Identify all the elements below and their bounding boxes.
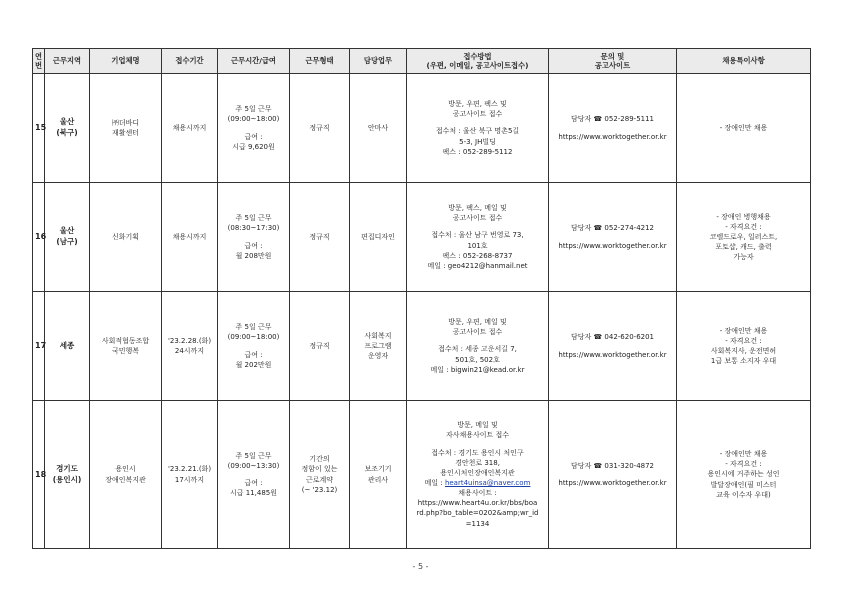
method-line: 공고사이트 접수 <box>452 110 503 119</box>
header-method-title: 접수방법 <box>463 51 492 61</box>
type-cell <box>290 401 350 549</box>
region-line: 울산 <box>59 117 75 127</box>
method-cell <box>407 183 549 292</box>
method-line: 자사채용사이트 접수 <box>445 431 510 440</box>
company-cell <box>90 401 162 549</box>
salary-label: 급여 : <box>244 241 263 250</box>
duty-line: 관리사 <box>367 475 389 484</box>
job-listing-table <box>32 48 811 549</box>
table-row <box>33 401 811 549</box>
duty-line: 운영자 <box>367 352 389 361</box>
hours-line: (09:00~13:30) <box>227 461 280 470</box>
method-line: 방문, 메일 및 <box>457 421 498 430</box>
hours-cell <box>218 183 290 292</box>
duty-cell <box>350 292 407 401</box>
contact-url: https://www.worktogether.or.kr <box>558 350 667 359</box>
type-cell <box>290 74 350 183</box>
method-line: 방문, 우편, 팩스 및 <box>448 100 507 109</box>
salary-label: 급여 : <box>244 132 263 141</box>
hours-line: (09:00~18:00) <box>227 333 280 342</box>
region-cell <box>45 401 90 549</box>
method-line: 채용사이트 : <box>458 489 497 498</box>
header-notes: 채용특이사항 <box>677 49 811 74</box>
notes-line: - 자격요건 : <box>725 460 762 469</box>
type-line: 기간의 <box>309 455 330 464</box>
duty-line: 편집디자인 <box>361 232 395 241</box>
notes-line: - 장애인만 채용 <box>719 326 768 335</box>
hours-line: 주 5일 근무 <box>235 105 272 114</box>
period-cell <box>162 183 218 292</box>
header-hours: 근무시간/급여 <box>218 49 290 74</box>
contact-cell <box>549 74 677 183</box>
hours-cell <box>218 74 290 183</box>
notes-line: - 장애인만 채용 <box>719 123 768 132</box>
period-cell <box>162 74 218 183</box>
notes-line: 코렐드로우, 일러스트, <box>709 232 778 241</box>
email-link[interactable]: heart4uinsa@naver.com <box>444 479 531 487</box>
company-line: 재활센터 <box>111 129 140 137</box>
period-line: 17시까지 <box>174 475 205 484</box>
method-line: 메일 : geo4212@hanmail.net <box>427 261 528 270</box>
region-cell <box>45 183 90 292</box>
notes-line: - 자격요건 : <box>725 222 762 231</box>
contact-cell <box>549 183 677 292</box>
method-line: 5-3, JH빌딩 <box>459 137 496 146</box>
duty-cell <box>350 183 407 292</box>
header-contact-title: 문의 및 <box>600 51 625 61</box>
row-number: 17 <box>33 292 45 401</box>
method-cell <box>407 292 549 401</box>
notes-line: 1급 보통 소지자 우대 <box>710 357 777 366</box>
contact-cell <box>549 292 677 401</box>
duty-line: 보조기기 <box>364 465 392 474</box>
header-type: 근무형태 <box>290 49 350 74</box>
method-cell <box>407 74 549 183</box>
period-cell <box>162 401 218 549</box>
method-line: 공고사이트 접수 <box>452 214 503 223</box>
table-header-row <box>33 49 811 74</box>
method-line: 방문, 우편, 메일 및 <box>448 318 507 327</box>
hours-line: 주 5일 근무 <box>235 451 272 460</box>
notes-cell <box>677 292 811 401</box>
method-line: 메일 : bigwin21@kead.or.kr <box>430 365 525 374</box>
company-line: 사회적협동조합 <box>101 336 150 345</box>
header-method <box>407 49 549 74</box>
header-no: 연번 <box>33 49 45 74</box>
method-cell <box>407 401 549 549</box>
notes-line: - 자격요건 : <box>725 336 762 345</box>
notes-cell <box>677 401 811 549</box>
header-period: 접수기간 <box>162 49 218 74</box>
salary-value: 월 208만원 <box>235 251 272 260</box>
period-line: 24시까지 <box>174 347 205 355</box>
type-cell <box>290 183 350 292</box>
hours-cell <box>218 292 290 401</box>
region-cell <box>45 74 90 183</box>
contact-phone: 담당자 ☎ 052-289-5111 <box>570 115 655 124</box>
hours-line: 주 5일 근무 <box>235 214 272 223</box>
header-region: 근무지역 <box>45 49 90 74</box>
type-line: 정규직 <box>309 341 330 350</box>
method-line: 경안천로 318, <box>455 458 500 467</box>
contact-cell <box>549 401 677 549</box>
contact-url: https://www.worktogether.or.kr <box>558 132 667 141</box>
row-number: 16 <box>33 183 45 292</box>
method-line: 방문, 팩스, 메일 및 <box>448 204 507 213</box>
table-row <box>33 74 811 183</box>
hours-line: 주 5일 근무 <box>235 323 272 332</box>
method-mail-line <box>409 478 546 488</box>
notes-line: 포토샵, 캐드, 출력 <box>715 243 772 252</box>
type-cell <box>290 292 350 401</box>
header-duty: 담당업무 <box>350 49 407 74</box>
method-line: rd.php?bo_table=0202&amp;wr_id <box>416 509 539 518</box>
period-cell <box>162 292 218 401</box>
period-line: '23.2.21.(화) <box>167 465 212 474</box>
contact-url: https://www.worktogether.or.kr <box>558 241 667 250</box>
notes-line: 가능자 <box>733 253 754 262</box>
header-contact-subtitle: 공고사이트 <box>594 61 631 70</box>
method-line: 팩스 : 052-289-5112 <box>442 147 513 156</box>
region-line: (북구) <box>56 128 78 137</box>
notes-line: 용인시에 거주하는 성인 <box>707 470 780 479</box>
company-line: 용인시 <box>115 465 136 474</box>
row-number: 15 <box>33 74 45 183</box>
table-row <box>33 292 811 401</box>
notes-line: - 장애인만 채용 <box>719 450 768 459</box>
method-line: 접수처 : 세종 고운서길 7, <box>438 345 517 354</box>
hours-cell <box>218 401 290 549</box>
notes-line: 교육 이수자 우대) <box>716 490 771 499</box>
salary-value: 시급 9,620원 <box>232 142 275 151</box>
region-line: 경기도 <box>56 463 78 473</box>
region-cell <box>45 292 90 401</box>
company-line: ㈜더바디 <box>111 118 140 127</box>
company-line: 신화기획 <box>111 232 140 241</box>
method-line: =1134 <box>465 519 490 528</box>
duty-line: 프로그램 <box>364 341 392 350</box>
region-line: 울산 <box>59 226 75 236</box>
region-line: (남구) <box>56 237 78 246</box>
contact-phone: 담당자 ☎ 042-620-6201 <box>570 333 655 342</box>
company-cell <box>90 183 162 292</box>
header-method-subtitle: (우편, 이메일, 공고사이트접수) <box>426 61 529 70</box>
method-line: https://www.heart4u.or.kr/bbs/boa <box>417 499 538 508</box>
row-number: 18 <box>33 401 45 549</box>
company-line: 국민행복 <box>111 347 140 355</box>
company-cell <box>90 292 162 401</box>
method-line: 공고사이트 접수 <box>452 328 503 337</box>
salary-label: 급여 : <box>244 350 263 359</box>
method-line: 팩스 : 052-268-8737 <box>442 251 513 260</box>
notes-line: 발달장애인(필 미스터 <box>710 480 777 489</box>
type-line: 정규직 <box>309 232 330 241</box>
contact-url: https://www.worktogether.or.kr <box>558 479 667 487</box>
salary-label: 급여 : <box>244 479 263 487</box>
notes-line: - 장애인 병행채용 <box>716 212 771 221</box>
method-line: 용인시처인장애인복지관 <box>440 468 515 477</box>
type-line: 근로계약 <box>305 475 334 484</box>
method-line: 접수처 : 울산 북구 명촌5길 <box>435 127 520 136</box>
duty-cell <box>350 401 407 549</box>
company-cell <box>90 74 162 183</box>
salary-value: 월 202만원 <box>235 360 272 369</box>
period-line: 채용시까지 <box>172 123 207 132</box>
notes-line: 사회복지사, 운전면허 <box>710 347 777 355</box>
duty-cell <box>350 74 407 183</box>
type-line: (~ '23.12) <box>301 485 338 494</box>
salary-value: 시급 11,485원 <box>229 489 277 498</box>
hours-line: (09:00~18:00) <box>227 115 280 124</box>
region-line: (용인시) <box>52 474 82 484</box>
method-line: 접수처 : 울산 남구 번영로 73, <box>431 231 524 240</box>
table-row <box>33 183 811 292</box>
method-mail-label: 메일 : <box>424 479 445 487</box>
period-line: '23.2.28.(화) <box>167 336 212 345</box>
duty-line: 안마사 <box>367 123 389 132</box>
duty-line: 사회복지 <box>364 331 392 340</box>
type-line: 정규직 <box>309 123 330 132</box>
contact-phone: 담당자 ☎ 052-274-4212 <box>570 224 655 233</box>
company-line: 장애인복지관 <box>105 475 146 484</box>
region-line: 세종 <box>59 340 75 350</box>
header-contact <box>549 49 677 74</box>
period-line: 채용시까지 <box>172 232 207 241</box>
hours-line: (08:30~17:30) <box>227 224 280 233</box>
type-line: 정함이 있는 <box>301 465 338 474</box>
method-line: 접수처 : 경기도 용인시 처인구 <box>431 448 524 457</box>
header-company: 기업체명 <box>90 49 162 74</box>
method-line: 101호 <box>467 241 488 250</box>
method-line: 501호, 502호 <box>455 355 500 364</box>
contact-phone: 담당자 ☎ 031-320-4872 <box>570 461 655 470</box>
page-number: - 5 - <box>412 562 429 571</box>
notes-cell <box>677 183 811 292</box>
notes-cell <box>677 74 811 183</box>
